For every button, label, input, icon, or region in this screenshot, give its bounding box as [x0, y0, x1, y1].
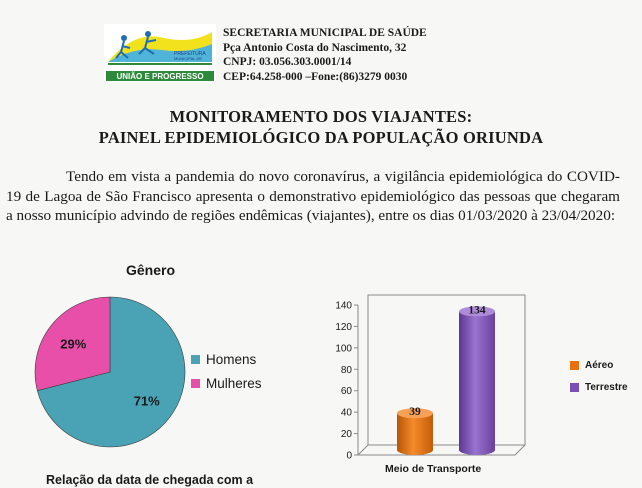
- intro-text: Tendo em vista a pandemia do novo coronavírus, a vigilância epidemiológica do COVID-19 de Lagoa de São Francisco apresenta o demonstrativo epidemiológico das pessoas que chegaram a nosso município advindo de regiões endêmicas (viajantes), entre os dias 01/03/2020 à 23/04/2020:: [6, 168, 620, 225]
- transport-bar-chart: [320, 285, 570, 463]
- bar-y-tick-label: 140: [335, 300, 352, 312]
- pie-chart-title: Gênero: [126, 262, 176, 278]
- org-address: Pça Antonio Costa do Nascimento, 32: [223, 41, 407, 54]
- logo-slogan: UNIÃO E PROGRESSO: [116, 72, 204, 81]
- bar-label-aereo: 39: [409, 406, 421, 419]
- header-info: [223, 26, 427, 84]
- bar-y-tick-label: 40: [340, 407, 352, 419]
- pie-label-mulheres: 29%: [60, 336, 87, 352]
- legend-label-aereo: Aéreo: [585, 360, 614, 371]
- page-title: [0, 106, 642, 148]
- org-cnpj: CNPJ: 03.056.303.0001/14: [223, 56, 352, 68]
- legend-label-mulheres: Mulheres: [206, 376, 262, 391]
- legend-mulheres: [191, 376, 262, 391]
- bar-y-tick-label: 120: [335, 321, 352, 333]
- bar-y-tick-label: 100: [335, 343, 352, 355]
- bar-y-tick-label: 0: [346, 450, 352, 462]
- bar-xlabel: Meio de Transporte: [385, 463, 482, 475]
- prefeitura-logo: [104, 24, 216, 82]
- org-cep-phone: CEP:64.258-000 –Fone:(86)3279 0030: [223, 70, 408, 83]
- legend-label-homens: Homens: [206, 352, 257, 367]
- legend-homens: [191, 352, 256, 367]
- title-line-2: PAINEL EPIDEMIOLÓGICO DA POPULAÇÃO ORIUNDA: [98, 128, 544, 147]
- svg-text:PREFEITURA: PREFEITURA: [174, 51, 206, 57]
- bar-y-tick-label: 60: [340, 386, 352, 398]
- legend-terrestre: [570, 382, 628, 393]
- legend-swatch-terrestre: [570, 383, 579, 392]
- legend-swatch-mulheres: [191, 379, 200, 388]
- legend-swatch-aereo: [570, 361, 579, 370]
- arrival-date-caption: Relação da data de chegada com a: [46, 473, 254, 487]
- title-line-1: MONITORAMENTO DOS VIAJANTES:: [169, 107, 473, 126]
- bar-label-terrestre: 134: [468, 304, 486, 317]
- bar-terrestre: [459, 306, 495, 455]
- bar-y-tick-label: 20: [340, 429, 352, 441]
- bar-floor: [358, 445, 525, 455]
- gender-pie-chart: [30, 292, 190, 452]
- legend-label-terrestre: Terrestre: [585, 382, 628, 393]
- svg-text:MUNICIPAL DE: MUNICIPAL DE: [174, 56, 203, 61]
- org-name: SECRETARIA MUNICIPAL DE SAÚDE: [223, 27, 427, 39]
- legend-swatch-homens: [191, 355, 200, 364]
- bar-back-wall: [358, 295, 525, 455]
- intro-paragraph: [6, 167, 620, 226]
- pie-label-homens: 71%: [133, 393, 160, 409]
- bar-y-tick-label: 80: [340, 364, 352, 376]
- legend-aereo: [570, 360, 613, 371]
